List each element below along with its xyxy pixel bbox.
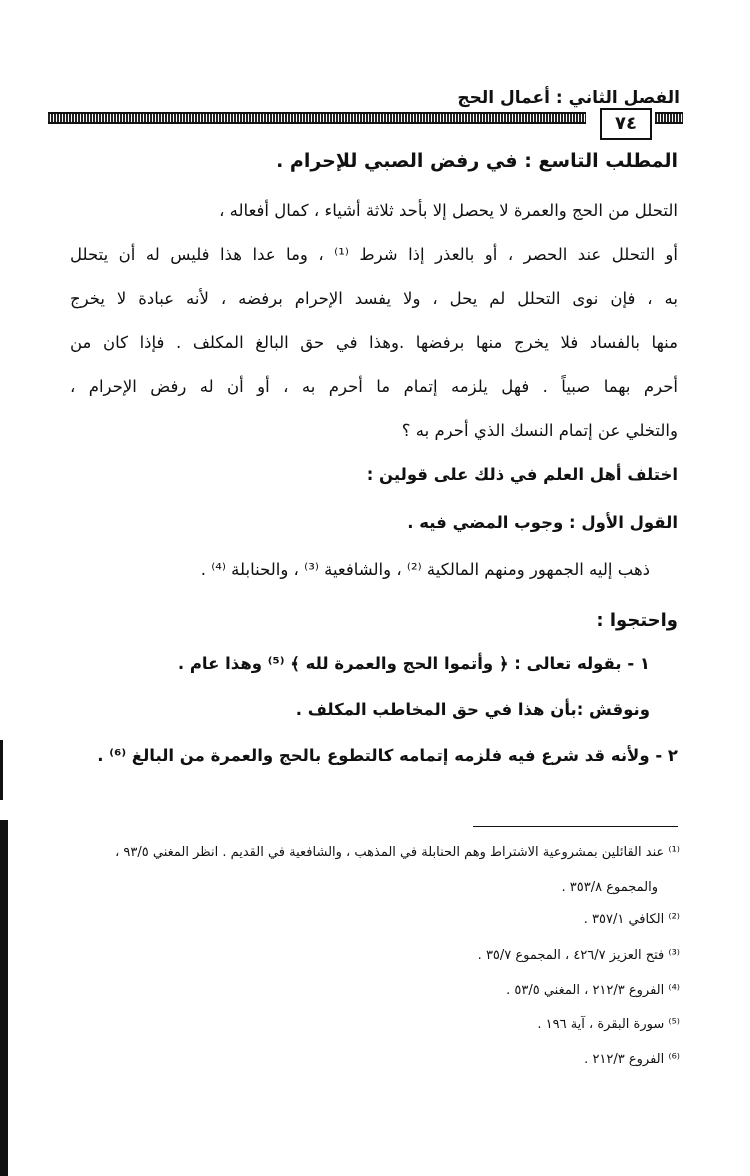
page-number: ٧٤ [600, 108, 652, 140]
paragraph-line: منها بالفساد فلا يخرج منها برفضها .وهذا في حق البالغ المكلف . فإذا كان من [70, 333, 678, 352]
paragraph-line: التحلل من الحج والعمرة لا يحصل إلا بأحد ثلاثة أشياء ، كمال أفعاله ، [219, 201, 678, 220]
argument-line: ١ - بقوله تعالى : ﴿ وأتموا الحج والعمرة لله ﴾ ⁽⁵⁾ وهذا عام . [177, 654, 650, 673]
running-head: الفصل الثاني : أعمال الحج [457, 88, 680, 108]
footnote-divider [473, 826, 678, 827]
argument-line: ونوقش :بأن هذا في حق المخاطب المكلف . [295, 700, 650, 719]
paragraph-line: به ، فإن نوى التحلل لم يحل ، ولا يفسد الإحرام برفضه ، لأنه عبادة لا يخرج [70, 289, 678, 308]
paragraph-line: اختلف أهل العلم في ذلك على قولين : [366, 465, 678, 484]
paragraph-line: أو التحلل عند الحصر ، أو بالعذر إذا شرط ⁽¹⁾ ، وما عدا هذا فليس له أن يتحلل [70, 245, 678, 264]
footnote: ⁽¹⁾ عند القائلين بمشروعية الاشتراط وهم الحنابلة في المذهب ، والشافعية في القديم . انظر المغني ٩٣/٥ ، [115, 845, 680, 860]
paragraph-line: والتخلي عن إتمام النسك الذي أحرم به ؟ [401, 421, 678, 440]
footnote: ⁽³⁾ فتح العزيز ٤٢٦/٧ ، المجموع ٣٥/٧ . [477, 948, 680, 963]
argument-line: ٢ - ولأنه قد شرع فيه فلزمه إتمامه كالتطوع بالحج والعمرة من البالغ ⁽⁶⁾ . [97, 746, 678, 765]
paragraph-line: ذهب إليه الجمهور ومنهم المالكية ⁽²⁾ ، والشافعية ⁽³⁾ ، والحنابلة ⁽⁴⁾ . [200, 560, 650, 579]
footnote: ⁽²⁾ الكافي ٣٥٧/١ . [583, 912, 680, 927]
paragraph-line: القول الأول : وجوب المضي فيه . [407, 513, 678, 532]
subheading: واحتجوا : [596, 610, 678, 631]
scan-edge-mark [0, 740, 3, 800]
footnote: ⁽⁵⁾ سورة البقرة ، آية ١٩٦ . [537, 1017, 680, 1032]
header-rule-right [655, 112, 683, 124]
footnote: والمجموع ٣٥٣/٨ . [561, 880, 658, 895]
footnote: ⁽⁶⁾ الفروع ٢١٢/٣ . [584, 1052, 680, 1067]
header-rule [48, 112, 586, 124]
section-heading: المطلب التاسع : في رفض الصبي للإحرام . [276, 150, 678, 172]
footnote: ⁽⁴⁾ الفروع ٢١٢/٣ ، المغني ٥٣/٥ . [506, 983, 680, 998]
scan-edge-shadow [0, 820, 8, 1176]
paragraph-line: أحرم بهما صبياً . فهل يلزمه إتمام ما أحرم به ، أو أن له رفض الإحرام ، [70, 377, 678, 396]
